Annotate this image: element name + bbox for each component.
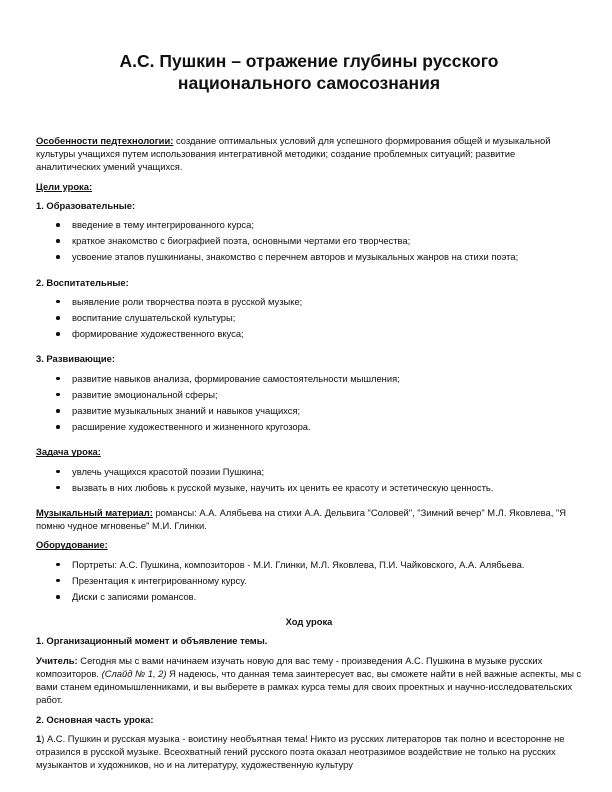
equipment-list [36, 558, 582, 604]
list-item: развитие музыкальных знаний и навыков учащихся; [56, 404, 582, 417]
music-label: Музыкальный материал: [36, 507, 153, 519]
list-item: Презентация к интегрированному курсу. [56, 574, 582, 587]
music-paragraph [36, 506, 582, 532]
technology-paragraph [36, 134, 582, 174]
list-item: расширение художественного и жизненного кругозора. [56, 420, 582, 433]
technology-text: создание оптимальных условий для успешного формирования общей и музыкальной культуры учащихся путем использования интегративной методики; создание проблемных ситуаций; развитие аналитических умений учащихся. [36, 135, 551, 173]
goals-heading: Цели урока: [36, 180, 93, 192]
step1-heading: 1. Организационный момент и объявление темы. [36, 635, 268, 647]
upbringing-heading: 2. Воспитательные: [36, 276, 129, 288]
educational-heading: 1. Образовательные: [36, 199, 136, 211]
slide-reference: (Слайд № 1, 2) [101, 667, 167, 679]
teacher-text-a: Сегодня мы с вами начинаем изучать новую для вас тему - произведения А.С. Пушкина в музыке русских композиторов. [36, 654, 543, 679]
list-item: воспитание слушательской культуры; [56, 311, 582, 324]
list-item: развитие эмоциональной сферы; [56, 388, 582, 401]
upbringing-list [36, 295, 582, 341]
list-item: вызвать в них любовь к русской музыке, научить их ценить ее красоту и эстетическую ценность. [56, 481, 582, 494]
task-heading: Задача урока: [36, 446, 101, 458]
step2-heading: 2. Основная часть урока: [36, 713, 154, 725]
list-item: Портреты: А.С. Пушкина, композиторов - М.И. Глинки, М.Л. Яковлева, П.И. Чайковского, А.А. Алябьева. [56, 558, 582, 571]
list-item: выявление роли творчества поэта в русской музыке; [56, 295, 582, 308]
step2-text: ) А.С. Пушкин и русская музыка - воистину необъятная тема! Никто из русских литераторов так полно и всесторонне не отразился в русской музыке. Всеохватный гений русского поэта оказал неотразимое воздействие не только на русских музыкантов и художников, но и на литературу, художественную культуру [36, 732, 565, 771]
list-item: краткое знакомство с биографией поэта, основными чертами его творчества; [56, 234, 582, 247]
educational-list [36, 218, 582, 264]
lesson-heading: Ход урока [285, 616, 333, 628]
list-item: усвоение этапов пушкинианы, знакомство с перечнем авторов и музыкальных жанров на стихи поэта; [56, 250, 582, 263]
teacher-paragraph [36, 654, 582, 707]
list-item: увлечь учащихся красотой поэзии Пушкина; [56, 465, 582, 478]
list-item: Диски с записями романсов. [56, 590, 582, 603]
list-item: развитие навыков анализа, формирование самостоятельности мышления; [56, 372, 582, 385]
document-body [36, 134, 582, 771]
list-item: формирование художественного вкуса; [56, 327, 582, 340]
step2-paragraph [36, 732, 582, 772]
task-list [36, 465, 582, 494]
title-line-2: национального самосознания [177, 73, 441, 93]
title-line-1: А.С. Пушкин – отражение глубины русского [119, 51, 499, 71]
document-page [36, 0, 582, 777]
developing-list [36, 372, 582, 434]
teacher-text-b: Я надеюсь, что данная тема заинтересует вас, вы сможете найти в ней важные аспекты, мы с вами станем единомышленниками, и вы выберете в рамках курса темы для своих проектных и научно-исследовательских работ. [36, 667, 582, 706]
step2-number: 1 [36, 732, 42, 744]
music-text: романсы: А.А. Алябьева на стихи А.А. Дельвига "Соловей", "Зимний вечер" М.Л. Яковлева, "Я помню чудное мгновенье" М.И. Глинки. [36, 507, 567, 532]
page-title [36, 0, 582, 94]
list-item: введение в тему интегрированного курса; [56, 218, 582, 231]
technology-label: Особенности педтехнологии: [36, 135, 174, 146]
equipment-heading: Оборудование: [36, 539, 108, 551]
developing-heading: 3. Развивающие: [36, 353, 115, 365]
teacher-label: Учитель: [36, 654, 78, 666]
